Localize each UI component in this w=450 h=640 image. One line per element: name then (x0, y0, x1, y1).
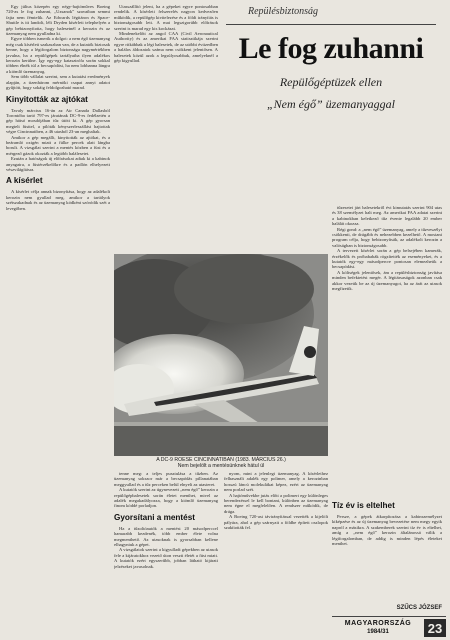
paragraph: Egy július közepén egy négy-hajtóműves Boeing 720-as le fog zuhanni, „Uzsanok” szavaiban semmi fajta nem fémtelik. Az Edwards légitáron és Space-Shuttle is itt landolt, léli Dryden kísérleti telephelyén a gép bebizonyította, hogy balesetnél a kerozin és az üzemanyag nem gyulladna ki. (6, 4, 110, 37)
column-1-paragraphs (6, 4, 110, 91)
article-column-2-bottom (114, 471, 218, 640)
paragraph: A Boeing 720-ast távirányítással vezették a kijelölt pályára, ahol a gép szárnyait a földbe épített oszlopok szakították fel. (224, 514, 328, 531)
paragraph: nyom, mint a jelenlegi üzemanyag. A kísérlethez felhasznált adalék egy polimer, amely a kerozinban hosszú láncú molekulákat képez, ezért az üzemanyag nem porlad szét. (224, 471, 328, 493)
article-column-4-bottom (332, 497, 442, 605)
article-column-2 (114, 4, 218, 252)
crash-photo (114, 254, 328, 456)
deck-line-2: „Nem égő” üzemanyaggal (267, 97, 395, 111)
paragraph: tenne meg: a teljes pusztulása a tűzben. Az üzemanyag sokszor már a becsapódás pillanatában meggyullad és a tűz perceken belül elnyeli az utasteret. (114, 471, 218, 487)
subheading-experiment: A kísérlet (6, 176, 43, 186)
footer-rule (332, 616, 446, 617)
paragraph: Tavaly március 16-án az Air Canada Dallasból Torontóba tartó 797-es járatának DC-9-es fedélzetén a gép hátsó mosdójában tűz ütött ki. A gép gyorsan megtelt füsttel, a pilóták kényszerleszállást hajtottak végre Cincinnatiben, a 46 utasból 23-an meghaltak. (6, 107, 110, 135)
paragraph: A vizsgálatok szerint a kigyulladt gépekben az utasok fele a kijáratokhoz vezető úton veszti életét a füst miatt. A kutatók ezért egyszerűbb, jobban látható kijárati jelzéseket javasolnak. (114, 547, 218, 569)
caption-line-2: Nem bejelölt a mentésünknek hátul ül (177, 463, 265, 470)
photo-caption (114, 457, 328, 470)
subheading-doors: Kinyitották az ajtókat (6, 94, 88, 104)
caption-line-1: A DC-9 ROESE CINCINNATIBAN (1983. MÁRCIUS 26.) (156, 457, 286, 463)
header-rule (226, 24, 436, 25)
magazine-title: MAGYARORSZÁG (344, 620, 412, 627)
deck-line-1: Repülőgéptüzek ellen (279, 75, 383, 89)
magazine-name (332, 619, 424, 637)
page-footer (332, 619, 446, 637)
paragraph: tűzesetei járt balesetekről évi kimutatás szerint 904 utas és 38 személyzet halt meg. Az amerikai FAA adatai szerint a kabinokban keletkező tűz évente legalább 20 ember halálát okozza. (332, 205, 442, 227)
page-number: 23 (424, 619, 446, 637)
author-byline: SZŰCS JÓZSEF (396, 605, 442, 611)
subheading-rescue: Gyorsítani a mentést (114, 512, 195, 522)
paragraph: Egyre többen ismerik a dolgot: a nem égő üzemanyag még csak kísérleti szakaszban van, de a kutatók biztosak benne, hogy a légiforgalom biztonsága nagymértékben javulna, ha a repülőgépek tartályaiba ilyen adalékos kerozin kerülne. Így egy-egy katasztrófa során sokkal többen élnék túl a becsapódást, ha nem lobbanna lángra a kiömlő üzemanyag. (6, 36, 110, 74)
article-column-1 (6, 4, 110, 634)
section-rubric: Repülésbiztonság (248, 6, 318, 17)
headline: Le fog zuhanni (238, 32, 424, 65)
article-column-4 (332, 205, 442, 455)
issue-number: 1984/31 (367, 629, 389, 635)
burning-airplane-image (114, 254, 328, 456)
paragraph: Sem több vállalat szerint, sem a kutatási eredmények alapján, a tizenhárom mérnöki csapat annyi adatot gyűjtött, hogy sokáig feldolgozható marad. (6, 74, 110, 91)
paragraph: Régi gond: a „nem égő” üzemanyag, amely a tűzveszélyt csökkenti, de drágább és nehezebben kezelhető. A mostani program célja, hogy bebizonyítsák, az adalékolt kerozin a valóságban is biztonságosabb. (332, 226, 442, 248)
paragraph: A kutatók szerint az úgynevezett „nem égő” kerozin a repülőgépbalesetek során életet menthet, mivel az adalék megakadályozza, hogy a kiömlő üzemanyag finom köddé porladjon. (114, 487, 218, 509)
paragraph: Amikor a gép megállt, kinyitották az ajtókat, és a beáramló oxigén miatt a fülke percek alatt lángba borult. A vizsgálat szerint a mentés közben a füst és a mérgező gázok okozták a legtöbb halálesetet. (6, 134, 110, 156)
paragraph: A kísérlet célja annak bizonyítása, hogy az adalékolt kerozin nem gyullad meg, amikor a tartályok szétszakadnak és az üzemanyag ködként szóródik szét a levegőben. (6, 189, 110, 211)
paragraph: Persze, a gépek átkarpítozása a kabinszemélyzet kiképzése és az új üzemanyag bevezetése nem megy egyik napról a másikra. A szakemberek szerint tíz év is eltelhet, amíg a „nem égő” kerozin általánossá válik a légiforgalomban, de addig is minden lépés életeket menthet. (332, 514, 442, 547)
paragraph: Ezután a hatóságok új előírásokat adtak ki a kabinok anyagaira, a füstérzékelőkre és a padlón elhelyezett vészvilágításra. (6, 156, 110, 172)
paragraph: Utasszállító jelent, ha a gépeket egyre pontosabban rendelik. A kísérleti felszerelés nagyon kedvezően működik, a repülőgép kivitelezése és a földi irányítás is biztonságosabb lett. A mai legszigorúbb előírások szerint is marad egy kis kockázat. (114, 4, 218, 31)
paragraph: A hajtóművekbe jutás előtt a polimert egy különleges berendezéssel le kell bontani, különben az üzemanyag nem égne el megfelelően. A rendszer működik, de drága. (224, 492, 328, 514)
paragraph: A költségek jelentősek, ám a repülésbiztonság javítása minden befektetést megér. A légitársaságok azonban csak akkor vezetik be az új üzemanyagot, ha az árát az utasok megfizetik. (332, 269, 442, 292)
subheading-ten-years: Tíz év is eltelhet (332, 501, 395, 510)
paragraph: Mindenekelőtt az angol CAA (Civil Aeronautical Authority) és az amerikai FAA statisztikája szerint egyre ritkábbak a légi balesetek, de az utóbbi évtizedben a halálos áldozatok száma nem csökkent jelentősen. A balesetek közül azok a legsúlyosabbak, amelyeknél a gép kigyullad. (114, 31, 218, 64)
article-column-3 (224, 471, 328, 626)
paragraph: Ha a tűzoltóautók a mentést 20 másodperccel hamarabb kezdenék, több ember élete volna megmenthető. Az utasoknak is gyorsabban kellene elhagyniuk a gépet. (114, 525, 218, 548)
paragraph: A tervezett kísérlet során a gép belsejében kamerák, érzékelők és próbababák rögzítették az eseményeket, és a kutatók egy-egy másodpercre pontosan elemezhetik a becsapódást. (332, 248, 442, 270)
